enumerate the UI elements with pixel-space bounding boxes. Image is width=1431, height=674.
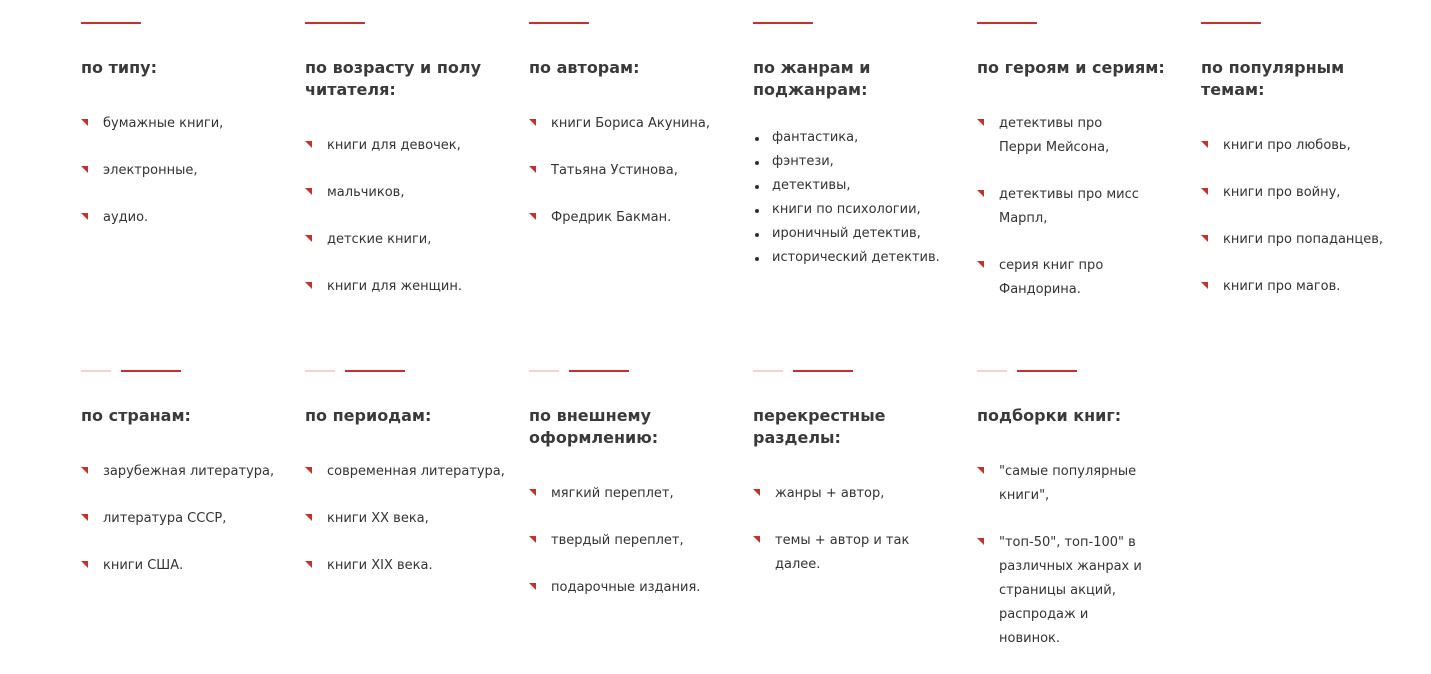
list-item-text: мальчиков, [327,185,405,200]
divider-accent-line [569,370,629,372]
list-item-text: фэнтези, [772,154,834,169]
list-item-text: детские книги, [327,232,432,247]
red-corner-triangle-icon [305,561,312,568]
list-item-text: Татьяна Устинова, [551,163,678,178]
red-corner-triangle-icon [977,119,984,126]
list-item-text: "топ-50", топ-100" в различных жанрах и страницы акций, распродаж и новинок. [999,535,1142,646]
list-item [753,222,958,246]
section-title: по типу: [81,58,157,77]
list-item [753,529,958,577]
list-item-text: книги по психологии, [772,202,921,217]
section-list [81,460,286,601]
divider-accent-line [81,22,141,24]
list-item-text: зарубежная литература, [103,464,275,479]
list-item [1201,181,1406,205]
list-item-text: детективы про Перри Мейсона, [999,116,1110,155]
list-item [305,275,510,299]
list-item-text: книги для девочек, [327,138,461,153]
section-list [977,460,1147,674]
section-divider [1201,22,1406,25]
list-item [81,112,286,136]
list-item-text: литература СССР, [103,511,227,526]
red-corner-triangle-icon [1201,235,1208,242]
list-item [305,460,510,484]
red-corner-triangle-icon [81,514,88,521]
list-item [529,159,734,183]
list-item [305,181,510,205]
list-item [305,554,510,578]
divider-accent-line [753,22,813,24]
red-corner-triangle-icon [529,166,536,173]
category-section [81,22,286,225]
list-item-text: современная литература, [327,464,505,479]
category-section [753,22,958,265]
category-section [529,370,734,595]
list-item [81,460,286,484]
red-corner-triangle-icon [1201,188,1208,195]
section-list [529,482,734,623]
list-item-text: мягкий переплет, [551,486,674,501]
section-divider [753,22,958,25]
category-section [305,370,510,573]
category-section [81,370,286,573]
list-item-text: книги про любовь, [1223,138,1351,153]
category-section [529,22,734,225]
category-section [977,22,1165,297]
red-corner-triangle-icon [305,282,312,289]
red-corner-triangle-icon [977,190,984,197]
section-title: по периодам: [305,406,432,425]
red-corner-triangle-icon [81,561,88,568]
list-item-text: детективы, [772,178,851,193]
list-item-text: книги про войну, [1223,185,1341,200]
section-title: по странам: [81,406,191,425]
section-divider [529,22,734,25]
list-item-text: аудио. [103,210,149,225]
red-corner-triangle-icon [305,467,312,474]
section-divider [305,370,510,373]
list-item [305,228,510,252]
list-item-text: Фредрик Бакман. [551,210,672,225]
red-corner-triangle-icon [1201,141,1208,148]
red-corner-triangle-icon [81,213,88,220]
list-item [81,206,286,230]
divider-accent-line [305,22,365,24]
list-item [753,126,958,150]
list-item-text: фантастика, [772,130,859,145]
bullet-dot-icon [755,185,759,189]
section-divider [977,22,1147,25]
red-corner-triangle-icon [81,119,88,126]
list-item [753,198,958,222]
red-corner-triangle-icon [1201,282,1208,289]
bullet-dot-icon [755,209,759,213]
section-title: по жанрам и поджанрам: [753,58,871,99]
list-item-text: детективы про мисс Марпл, [999,187,1139,226]
list-item-text: жанры + автор, [775,486,885,501]
divider-faint-line [81,370,111,372]
section-list [305,134,510,322]
divider-faint-line [305,370,335,372]
list-item-text: твердый переплет, [551,533,684,548]
section-divider [753,370,958,373]
list-item [305,507,510,531]
section-list [753,482,958,600]
divider-faint-line [753,370,783,372]
section-divider [81,22,286,25]
section-title: подборки книг: [977,406,1122,425]
list-item-text: темы + автор и так далее. [775,533,910,572]
section-list [977,112,1147,325]
list-item [81,507,286,531]
section-divider [977,370,1147,373]
list-item-text: книги про магов. [1223,279,1341,294]
red-corner-triangle-icon [977,467,984,474]
list-item [977,183,1147,231]
list-item [977,254,1147,302]
list-item-text: ироничный детектив, [772,226,921,241]
section-divider [305,22,510,25]
divider-accent-line [977,22,1037,24]
list-item [81,159,286,183]
category-section [305,22,510,294]
list-item [753,246,958,270]
list-item [1201,228,1406,252]
red-corner-triangle-icon [529,583,536,590]
section-list [81,112,286,253]
list-item [753,174,958,198]
section-divider [81,370,286,373]
section-list [529,112,734,253]
divider-accent-line [529,22,589,24]
red-corner-triangle-icon [529,119,536,126]
section-divider [529,370,734,373]
section-title: по внешнему оформлению: [529,406,659,447]
list-item-text: подарочные издания. [551,580,701,595]
red-corner-triangle-icon [81,166,88,173]
red-corner-triangle-icon [529,536,536,543]
category-section [977,370,1147,646]
list-item [977,112,1147,160]
red-corner-triangle-icon [529,489,536,496]
list-item-text: исторический детектив. [772,250,940,265]
red-corner-triangle-icon [305,188,312,195]
list-item [977,531,1147,651]
list-item [529,576,734,600]
divider-faint-line [977,370,1007,372]
section-list [1201,134,1406,322]
red-corner-triangle-icon [753,536,760,543]
list-item [529,112,734,136]
divider-accent-line [1201,22,1261,24]
section-title: по популярным темам: [1201,58,1345,99]
list-item [305,134,510,158]
list-item [977,460,1147,508]
list-item-text: книги Бориса Акунина, [551,116,711,131]
list-item [529,206,734,230]
list-item [753,150,958,174]
red-corner-triangle-icon [977,538,984,545]
divider-accent-line [1017,370,1077,372]
list-item-text: книги XX века, [327,511,429,526]
list-item [753,482,958,506]
list-item [1201,275,1406,299]
bullet-dot-icon [755,137,759,141]
list-item-text: книги для женщин. [327,279,462,294]
bullet-dot-icon [755,161,759,165]
red-corner-triangle-icon [305,141,312,148]
list-item-text: бумажные книги, [103,116,224,131]
section-title: перекрестные разделы: [753,406,886,447]
list-item-text: серия книг про Фандорина. [999,258,1104,297]
red-corner-triangle-icon [753,489,760,496]
section-list [753,126,958,270]
list-item-text: книги XIX века. [327,558,433,573]
list-item-text: электронные, [103,163,198,178]
list-item-text: "самые популярные книги", [999,464,1137,503]
red-corner-triangle-icon [305,514,312,521]
bullet-dot-icon [755,233,759,237]
bullet-dot-icon [755,257,759,261]
red-corner-triangle-icon [305,235,312,242]
divider-accent-line [793,370,853,372]
section-title: по авторам: [529,58,640,77]
list-item [529,529,734,553]
list-item [529,482,734,506]
divider-accent-line [121,370,181,372]
list-item-text: книги про попаданцев, [1223,232,1384,247]
list-item [1201,134,1406,158]
list-item [81,554,286,578]
red-corner-triangle-icon [529,213,536,220]
list-item-text: книги США. [103,558,184,573]
category-section [753,370,958,572]
section-title: по героям и сериям: [977,58,1165,77]
divider-faint-line [529,370,559,372]
category-section [1201,22,1406,294]
section-title: по возрасту и полу читателя: [305,58,482,99]
divider-accent-line [345,370,405,372]
red-corner-triangle-icon [977,261,984,268]
section-list [305,460,510,601]
red-corner-triangle-icon [81,467,88,474]
